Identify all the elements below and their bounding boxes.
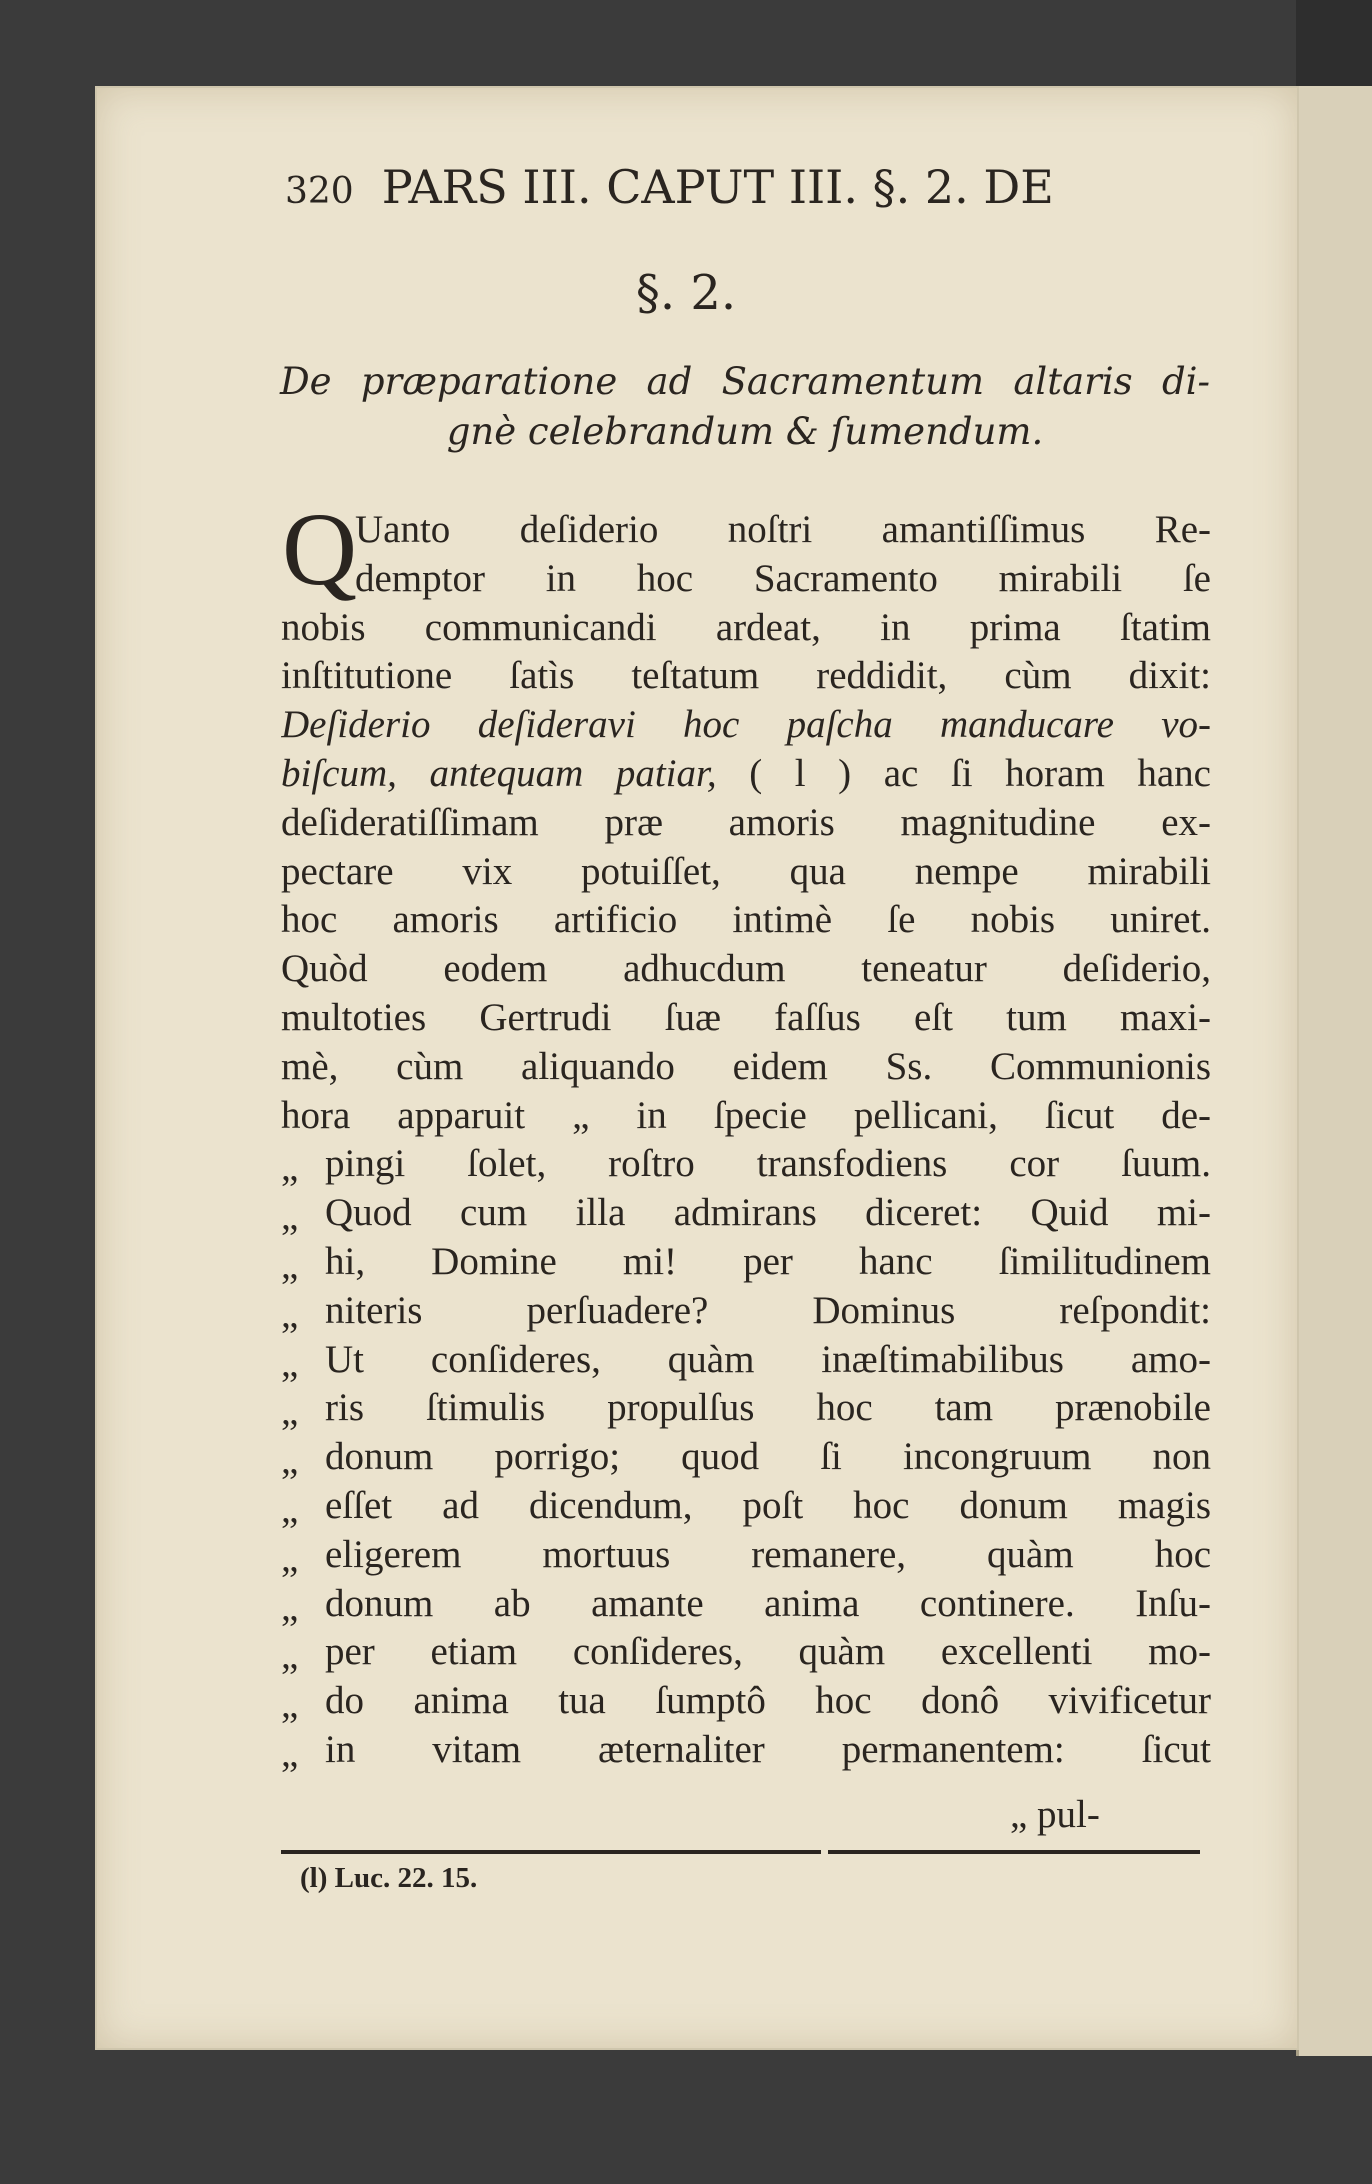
line-text [325, 1189, 1211, 1238]
text-segment: ( l ) ac ſi horam hanc [749, 751, 1211, 795]
text-segment: donum porrigo; quod ſi incongruum non [325, 1435, 1211, 1479]
text-line [281, 1092, 1211, 1141]
text-line [281, 1140, 1211, 1189]
page-number: 320 [285, 171, 354, 212]
text-segment: hoc amoris artificio intimè ſe nobis uniret. [281, 898, 1211, 942]
line-text [325, 1482, 1211, 1531]
line-text [325, 1238, 1211, 1287]
text-line [281, 1531, 1211, 1580]
text-segment: donum ab amante anima continere. Inſu- [325, 1581, 1211, 1625]
quote-mark: „ [281, 1585, 299, 1629]
text-segment: demptor in hoc Sacramento mirabili ſe [355, 556, 1211, 600]
text-segment: eſſet ad dicendum, poſt hoc donum magis [325, 1483, 1211, 1527]
text-line [281, 1628, 1211, 1677]
text-segment: Uanto deſiderio noſtri amantiſſimus Re- [355, 508, 1211, 551]
line-text [281, 652, 1211, 701]
text-line [281, 701, 1211, 750]
text-segment: mè, cùm aliquando eidem Ss. Communionis [281, 1044, 1211, 1088]
quote-mark: „ [281, 1341, 299, 1385]
text-line [281, 1580, 1211, 1629]
text-segment: ris ſtimulis propulſus hoc tam prænobile [325, 1386, 1211, 1430]
quote-mark: „ [281, 1292, 299, 1336]
line-text [325, 1580, 1211, 1629]
quote-mark: „ [281, 1243, 299, 1287]
text-line [281, 1336, 1211, 1385]
line-text [281, 799, 1211, 848]
section-heading: §. 2. [635, 265, 737, 321]
line-text [325, 1628, 1211, 1677]
line-text [355, 555, 1211, 604]
text-line [281, 1043, 1211, 1092]
line-text [325, 1433, 1211, 1482]
text-line [281, 652, 1211, 701]
line-text [325, 1140, 1211, 1189]
footnote: (l) Luc. 22. 15. [300, 1862, 478, 1894]
text-segment: deſideratiſſimam præ amoris magnitudine ex- [281, 800, 1211, 844]
line-text [325, 1287, 1211, 1336]
body-text [281, 506, 1211, 1775]
line-text [325, 1336, 1211, 1385]
quote-mark: „ [281, 1731, 299, 1775]
quote-mark: „ [281, 1536, 299, 1580]
line-text [325, 1531, 1211, 1580]
text-line [281, 604, 1211, 653]
line-text [281, 750, 1211, 799]
text-segment: inſtitutione ſatìs teſtatum reddidit, cùm dixit: [281, 654, 1211, 698]
quote-mark: „ [281, 1439, 299, 1483]
text-segment: nobis communicandi ardeat, in prima ſtatim [281, 605, 1211, 649]
text-segment: per etiam conſideres, quàm excellenti mo- [325, 1630, 1211, 1674]
quote-mark: „ [281, 1634, 299, 1678]
line-text [325, 1726, 1211, 1775]
drop-cap: Q [282, 492, 358, 607]
line-text [281, 848, 1211, 897]
text-line [281, 750, 1211, 799]
section-title-line-1: De præparatione ad Sacramentum altaris di- [280, 360, 1210, 403]
line-text [281, 604, 1211, 653]
text-segment: pectare vix potuiſſet, qua nempe mirabili [281, 849, 1211, 893]
text-line [281, 848, 1211, 897]
text-line [281, 1238, 1211, 1287]
text-line [281, 994, 1211, 1043]
line-text [281, 945, 1211, 994]
background-dark [1296, 0, 1372, 86]
text-line [281, 1482, 1211, 1531]
running-title: PARS III. CAPUT III. §. 2. DE [381, 160, 1054, 214]
text-segment: niteris perſuadere? Dominus reſpondit: [325, 1288, 1211, 1332]
facing-page-edge [1296, 86, 1372, 2056]
text-segment: hi, Domine mi! per hanc ſimilitudinem [325, 1239, 1211, 1283]
section-title-line-2: gnè celebrandum & ſumendum. [446, 410, 1044, 453]
footnote-rule-left [281, 1850, 821, 1854]
quote-mark: „ [281, 1146, 299, 1190]
catchword: „ pul- [1010, 1793, 1100, 1836]
text-line [281, 1287, 1211, 1336]
text-segment: eligerem mortuus remanere, quàm hoc [325, 1532, 1211, 1576]
text-line [281, 1677, 1211, 1726]
text-line [281, 506, 1211, 555]
text-segment: Deſiderio deſideravi hoc paſcha manducare vo- [281, 703, 1211, 747]
quote-mark: „ [281, 1683, 299, 1727]
footnote-rule-right [828, 1850, 1200, 1854]
running-header [285, 160, 1054, 214]
text-line [281, 1726, 1211, 1775]
line-text [281, 1043, 1211, 1092]
quote-mark: „ [281, 1390, 299, 1434]
text-segment: Quòd eodem adhucdum teneatur deſiderio, [281, 947, 1211, 991]
text-segment: Ut conſideres, quàm inæſtimabilibus amo- [325, 1337, 1211, 1381]
line-text [281, 896, 1211, 945]
text-line [281, 1189, 1211, 1238]
line-text [355, 506, 1211, 555]
quote-mark: „ [281, 1195, 299, 1239]
text-line [281, 1384, 1211, 1433]
text-line [281, 555, 1211, 604]
text-segment: multoties Gertrudi ſuæ faſſus eſt tum maxi- [281, 995, 1211, 1039]
line-text [281, 1092, 1211, 1141]
text-line [281, 896, 1211, 945]
text-line [281, 1433, 1211, 1482]
line-text [325, 1677, 1211, 1726]
text-segment: do anima tua ſumptô hoc donô vivificetur [325, 1679, 1211, 1723]
text-segment: pingi ſolet, roſtro transfodiens cor ſuum. [325, 1142, 1211, 1186]
text-segment: biſcum, antequam patiar, [281, 751, 750, 795]
line-text [281, 701, 1211, 750]
quote-mark: „ [281, 1487, 299, 1531]
line-text [281, 994, 1211, 1043]
text-segment: hora apparuit „ in ſpecie pellicani, ſicut de- [281, 1093, 1211, 1137]
text-segment: in vitam æternaliter permanentem: ſicut [325, 1727, 1211, 1771]
text-segment: Quod cum illa admirans diceret: Quid mi- [325, 1191, 1211, 1235]
line-text [325, 1384, 1211, 1433]
text-line [281, 799, 1211, 848]
text-line [281, 945, 1211, 994]
